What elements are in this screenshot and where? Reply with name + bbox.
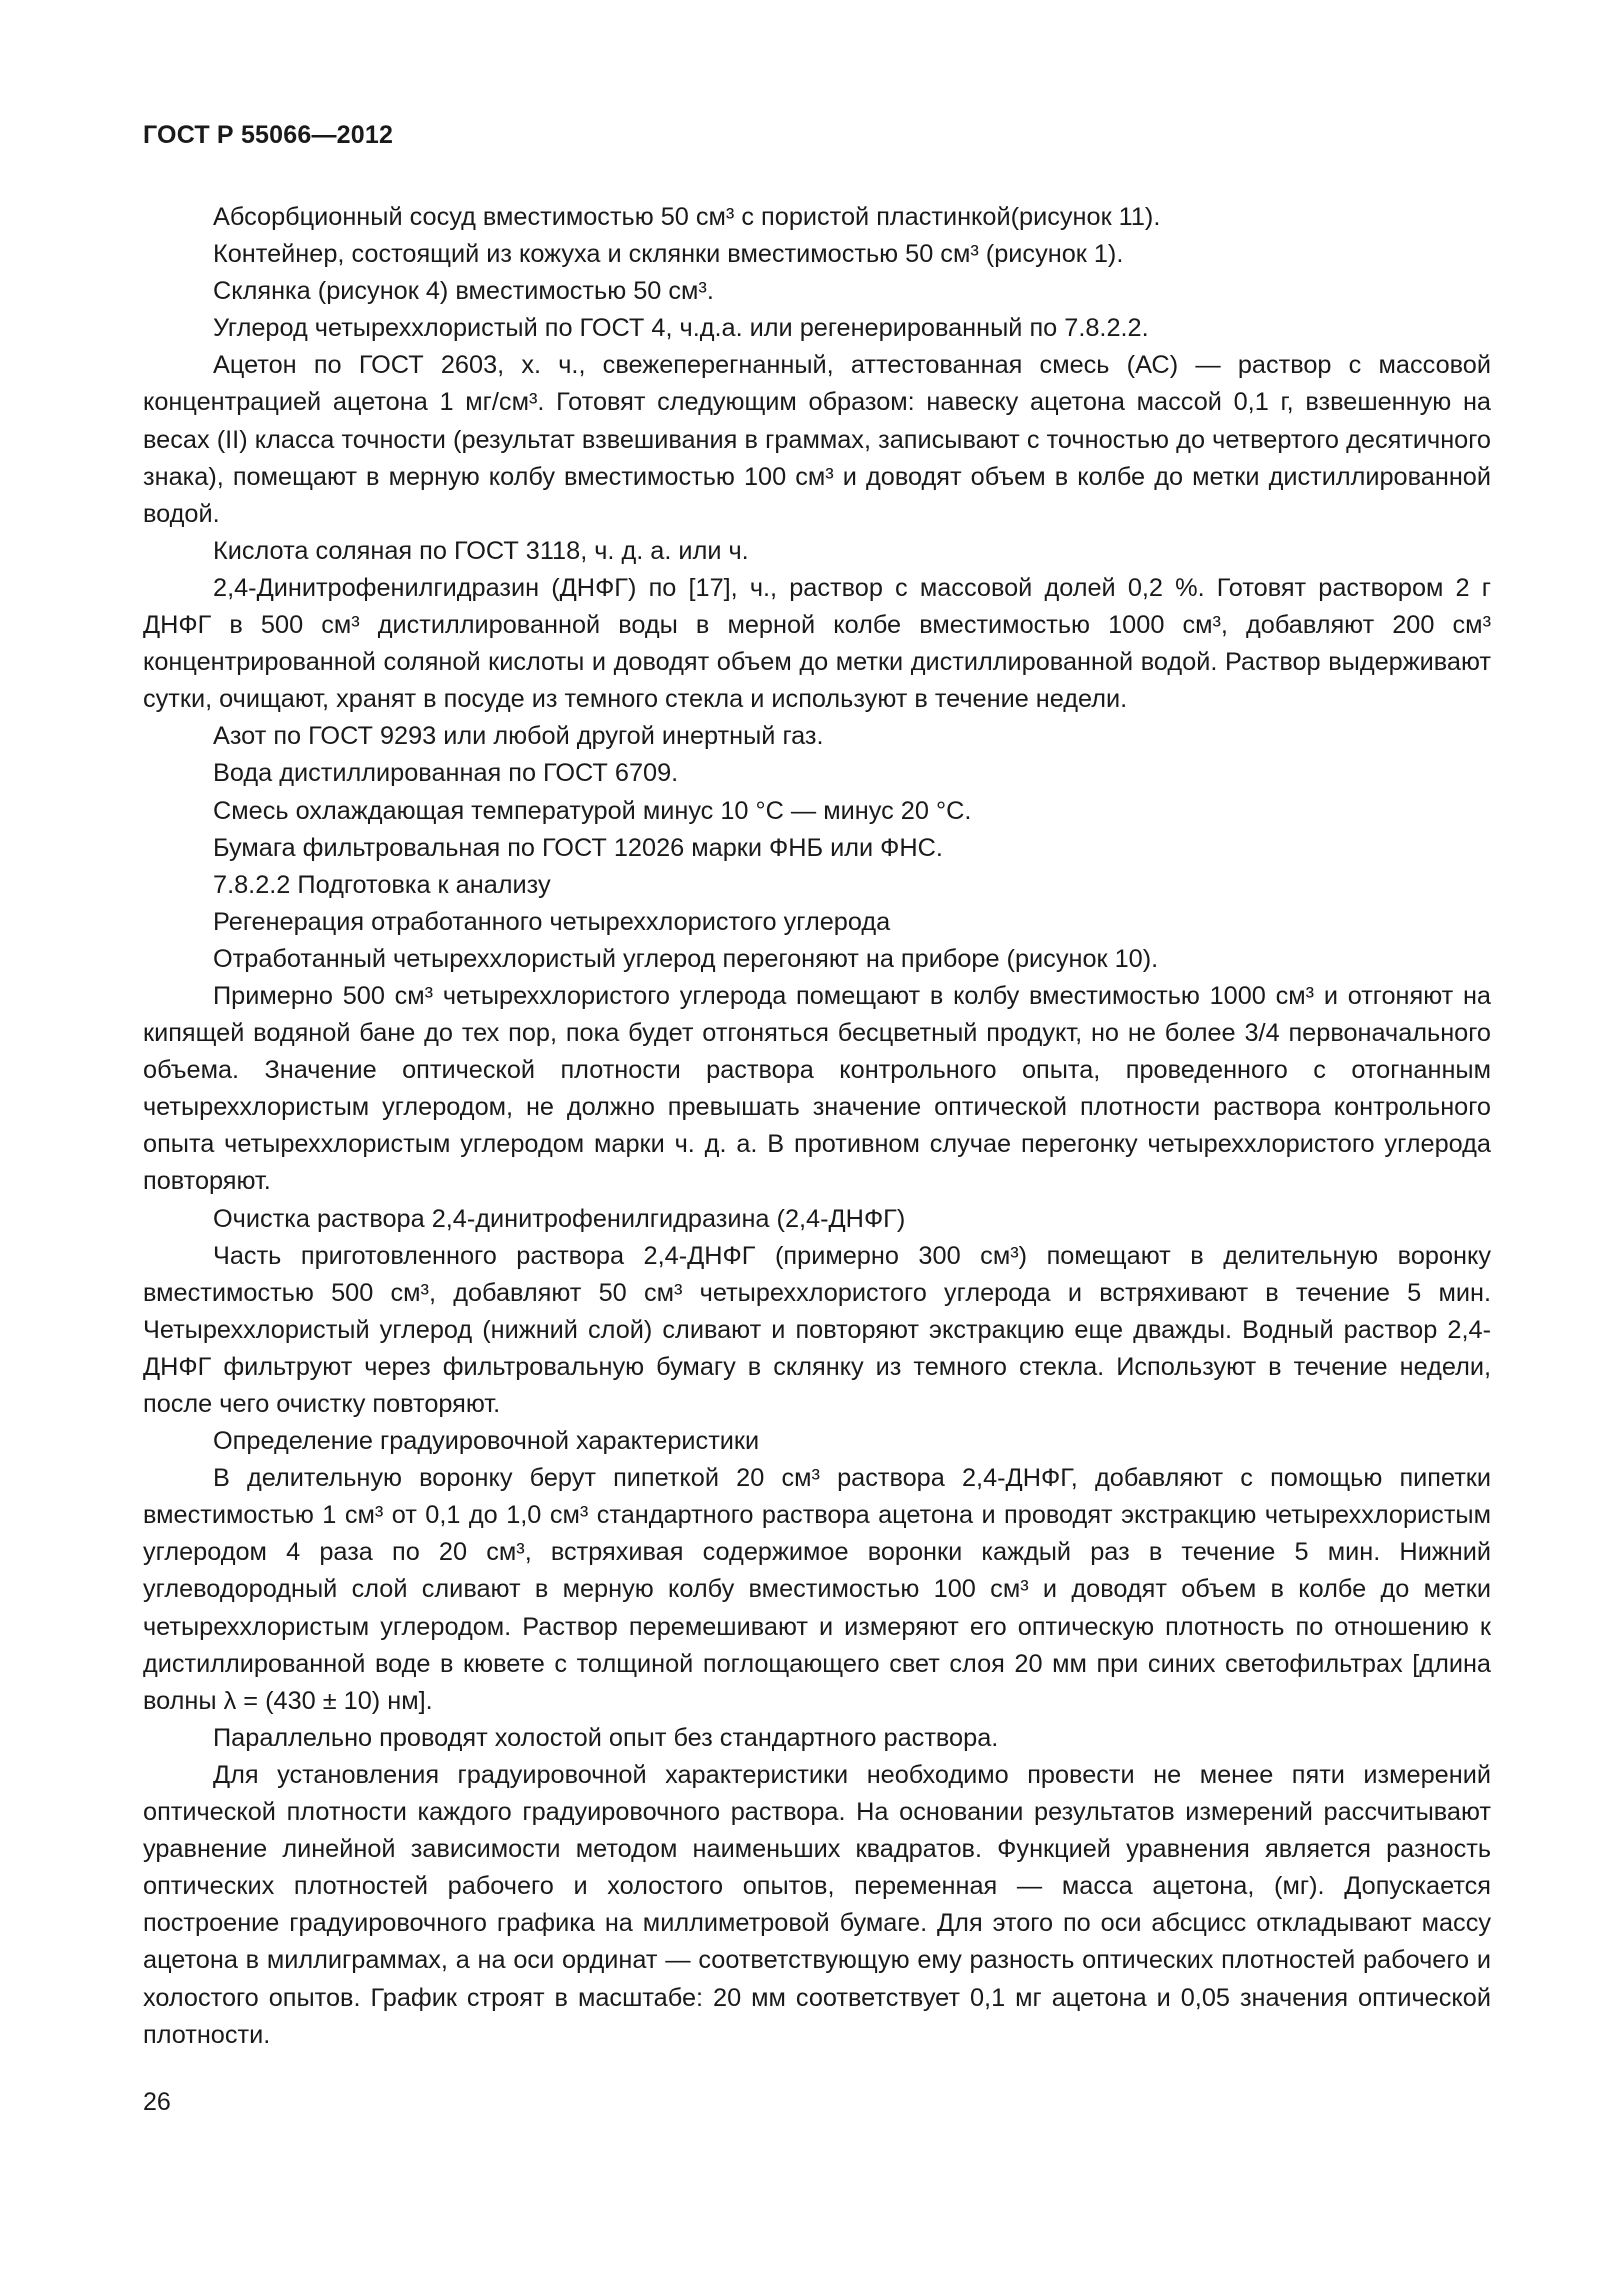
subsection-heading: Регенерация отработанного четыреххлористого углерода (213, 907, 891, 936)
document-header: ГОСТ Р 55066—2012 (143, 121, 394, 149)
document-body (143, 199, 1491, 2054)
section-heading: 7.8.2.2 Подготовка к анализу (213, 870, 551, 899)
paragraph: Ацетон по ГОСТ 2603, х. ч., свежеперегнанный, аттестованная смесь (АС) — раствор с массовой концентрацией ацетона 1 мг/см³. Готовят следующим образом: навеску ацетона массой 0,1 г, взвешенную на весах (II) класса точности (результат взвешивания в граммах, записывают с точностью до четвертого десятичного знака), помещают в мерную колбу вместимостью 100 см³ и доводят объем в колбе до метки дистиллированной водой. (143, 351, 1491, 528)
paragraph: Углерод четыреххлористый по ГОСТ 4, ч.д.а. или регенерированный по 7.8.2.2. (213, 314, 1149, 343)
paragraph: В делительную воронку берут пипеткой 20 см³ раствора 2,4-ДНФГ, добавляют с помощью пипетки вместимостью 1 см³ от 0,1 до 1,0 см³ стандартного раствора ацетона и проводят экстракцию четыреххлористым углеродом 4 раза по 20 см³, встряхивая содержимое воронки каждый раз в течение 5 мин. Нижний углеводородный слой сливают в мерную колбу вместимостью 100 см³ и доводят объем в колбе до метки четыреххлористым углеродом. Раствор перемешивают и измеряют его оптическую плотность по отношению к дистиллированной воде в кювете с толщиной поглощающего свет слоя 20 мм при синих светофильтрах [длина волны λ = (430 ± 10) нм]. (143, 1464, 1491, 1715)
paragraph: Вода дистиллированная по ГОСТ 6709. (213, 759, 679, 788)
paragraph: Бумага фильтровальная по ГОСТ 12026 марки ФНБ или ФНС. (213, 833, 943, 862)
subsection-heading: Определение градуировочной характеристики (213, 1427, 760, 1456)
page-number: 26 (143, 2088, 171, 2116)
paragraph: Примерно 500 см³ четыреххлористого углерода помещают в колбу вместимостью 1000 см³ и отгоняют на кипящей водяной бане до тех пор, пока будет отгоняться бесцветный продукт, но не более 3/4 первоначального объема. Значение оптической плотности раствора контрольного опыта, проведенного с отогнанным четыреххлористым углеродом, не должно превышать значение оптической плотности раствора контрольного опыта четыреххлористым углеродом марки ч. д. а. В противном случае перегонку четыреххлористого углерода повторяют. (143, 981, 1491, 1196)
paragraph: Отработанный четыреххлористый углерод перегоняют на приборе (рисунок 10). (213, 944, 1159, 973)
paragraph: Параллельно проводят холостой опыт без стандартного раствора. (213, 1723, 999, 1752)
subsection-heading: Очистка раствора 2,4-динитрофенилгидразина (2,4-ДНФГ) (213, 1204, 906, 1233)
paragraph: 2,4-Динитрофенилгидразин (ДНФГ) по [17], ч., раствор с массовой долей 0,2 %. Готовят раствором 2 г ДНФГ в 500 см³ дистиллированной воды в мерной колбе вместимостью 1000 см³, добавляют 200 см³ концентрированной соляной кислоты и доводят объем до метки дистиллированной водой. Раствор выдерживают сутки, очищают, хранят в посуде из темного стекла и используют в течение недели. (143, 573, 1491, 714)
paragraph: Для установления градуировочной характеристики необходимо провести не менее пяти измерений оптической плотности каждого градуировочного раствора. На основании результатов измерений рассчитывают уравнение линейной зависимости методом наименьших квадратов. Функцией уравнения является разность оптических плотностей рабочего и холостого опытов, переменная — масса ацетона, (мг). Допускается построение градуировочного графика на миллиметровой бумаге. Для этого по оси абсцисс откладывают массу ацетона в миллиграммах, а на оси ординат — соответствующую ему разность оптических плотностей рабочего и холостого опытов. График строят в масштабе: 20 мм соответствует 0,1 мг ацетона и 0,05 значения оптической плотности. (143, 1760, 1491, 2049)
paragraph: Контейнер, состоящий из кожуха и склянки вместимостью 50 см³ (рисунок 1). (213, 240, 1124, 269)
paragraph: Азот по ГОСТ 9293 или любой другой инертный газ. (213, 722, 824, 751)
paragraph: Кислота соляная по ГОСТ 3118, ч. д. а. или ч. (213, 536, 749, 565)
paragraph: Абсорбционный сосуд вместимостью 50 см³ с пористой пластинкой(рисунок 11). (213, 203, 1161, 231)
paragraph: Смесь охлаждающая температурой минус 10 °С — минус 20 °С. (213, 796, 972, 825)
paragraph: Склянка (рисунок 4) вместимостью 50 см³. (213, 277, 714, 306)
paragraph: Часть приготовленного раствора 2,4-ДНФГ (примерно 300 см³) помещают в делительную воронку вместимостью 500 см³, добавляют 50 см³ четыреххлористого углерода и встряхивают в течение 5 мин. Четыреххлористый углерод (нижний слой) сливают и повторяют экстракцию еще дважды. Водный раствор 2,4-ДНФГ фильтруют через фильтровальную бумагу в склянку из темного стекла. Используют в течение недели, после чего очистку повторяют. (143, 1241, 1491, 1418)
